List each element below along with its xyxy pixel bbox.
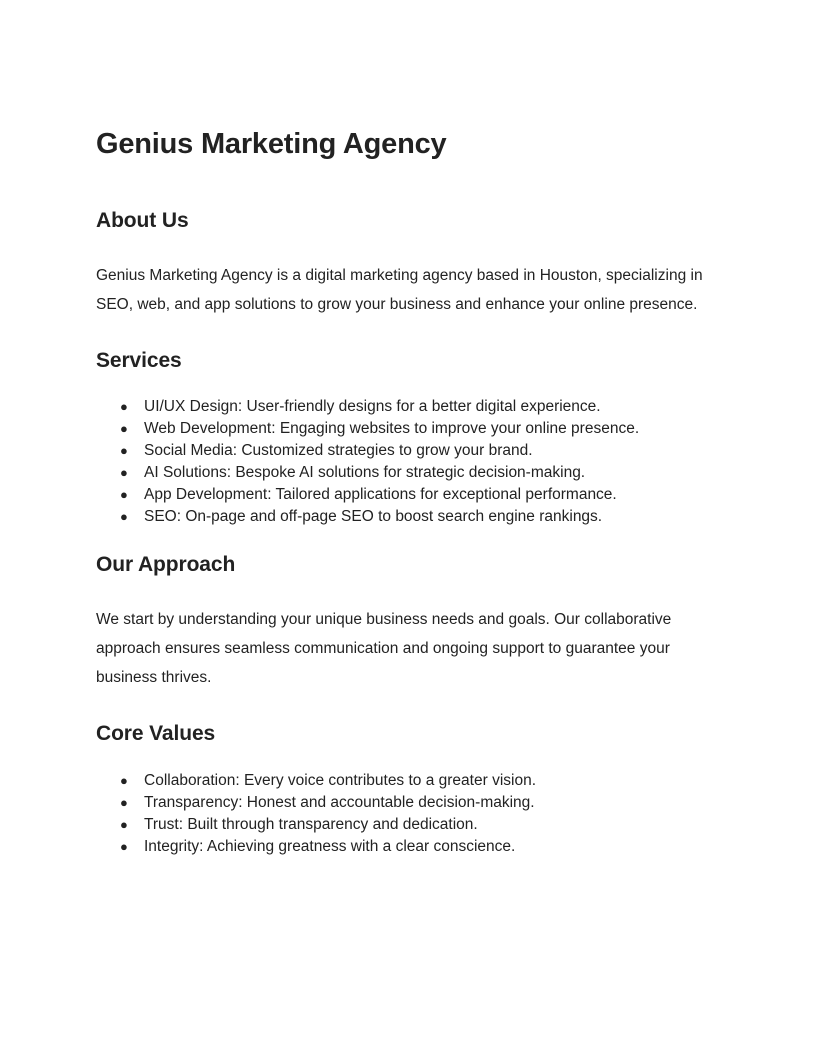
approach-heading: Our Approach (96, 553, 236, 576)
bullet-icon: ● (120, 421, 128, 436)
bullet-icon: ● (120, 509, 128, 524)
document-title: Genius Marketing Agency (96, 128, 447, 160)
core-values-list-item (96, 836, 720, 858)
bullet-icon: ● (120, 487, 128, 502)
service-text: AI Solutions: Bespoke AI solutions for strategic decision-making. (144, 464, 586, 481)
core-values-list-item (96, 770, 720, 792)
bullet-icon: ● (120, 817, 128, 832)
approach-paragraph: We start by understanding your unique business needs and goals. Our collaborative approach ensures seamless communication and ongoing support to guarantee your business thrives. (96, 611, 672, 686)
service-text: UI/UX Design: User-friendly designs for a better digital experience. (144, 398, 601, 415)
core-values-list-item (96, 792, 720, 814)
services-list (96, 396, 720, 528)
bullet-icon: ● (120, 773, 128, 788)
services-list-item (96, 418, 720, 440)
bullet-icon: ● (120, 399, 128, 414)
services-list-item (96, 396, 720, 418)
service-text: SEO: On-page and off-page SEO to boost search engine rankings. (144, 508, 603, 525)
services-list-item (96, 484, 720, 506)
service-text: App Development: Tailored applications for exceptional performance. (144, 486, 617, 503)
value-text: Trust: Built through transparency and dedication. (144, 816, 478, 833)
core-values-list (96, 770, 720, 858)
value-text: Collaboration: Every voice contributes to a greater vision. (144, 772, 537, 789)
bullet-icon: ● (120, 443, 128, 458)
services-list-item (96, 462, 720, 484)
services-list-item (96, 506, 720, 528)
about-heading: About Us (96, 209, 189, 232)
value-text: Transparency: Honest and accountable decision-making. (144, 794, 535, 811)
services-heading: Services (96, 349, 182, 372)
about-paragraph: Genius Marketing Agency is a digital marketing agency based in Houston, specializing in SEO, web, and app solutions to grow your business and enhance your online presence. (96, 267, 703, 313)
service-text: Web Development: Engaging websites to improve your online presence. (144, 420, 640, 437)
core-values-heading: Core Values (96, 722, 216, 745)
bullet-icon: ● (120, 839, 128, 854)
value-text: Integrity: Achieving greatness with a clear conscience. (144, 838, 516, 855)
bullet-icon: ● (120, 795, 128, 810)
core-values-list-item (96, 814, 720, 836)
services-list-item (96, 440, 720, 462)
service-text: Social Media: Customized strategies to grow your brand. (144, 442, 533, 459)
bullet-icon: ● (120, 465, 128, 480)
